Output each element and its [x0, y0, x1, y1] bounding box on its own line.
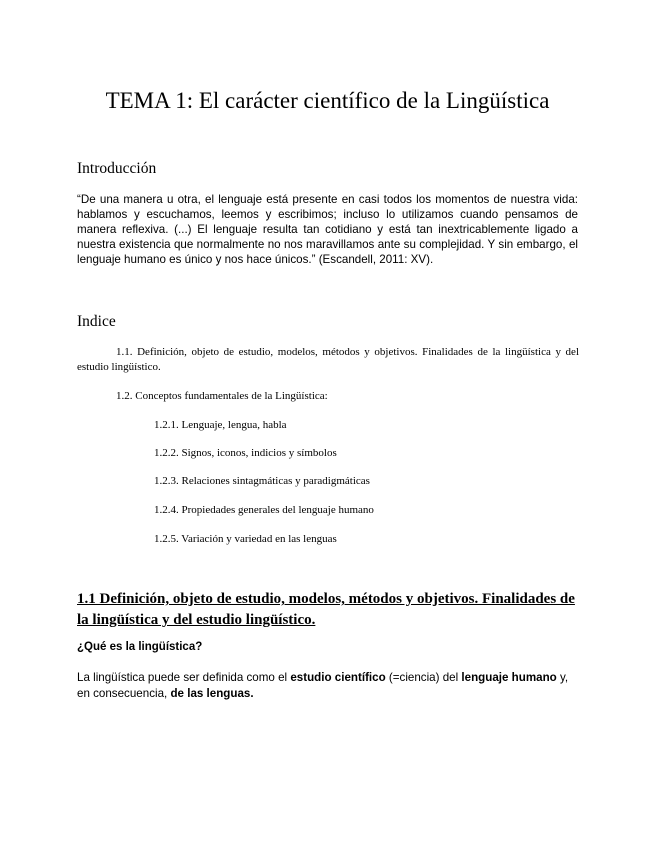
definition-text-2: (=ciencia) del	[385, 671, 462, 684]
index-item-1-1: 1.1. Definición, objeto de estudio, modelos, métodos y objetivos. Finalidades de la lingüística y del estudio lingüístico.	[77, 346, 579, 373]
index-item-1-2-5: 1.2.5. Variación y variedad en las lenguas	[154, 533, 337, 545]
document-title: TEMA 1: El carácter científico de la Lingüística	[105, 88, 550, 113]
index-item-1-2-2: 1.2.2. Signos, iconos, indicios y símbolos	[154, 447, 337, 459]
question-heading: ¿Qué es la lingüística?	[77, 641, 203, 653]
index-heading: Indice	[77, 313, 116, 330]
introduction-quote: “De una manera u otra, el lenguaje está presente en casi todos los momentos de nuestra vida: hablamos y escuchamos, leemos y escribimos; incluso lo utilizamos cuando pensamos de manera reflexiva. (...) El lenguaje resulta tan cotidiano y está tan inextricablemente ligado a nuestra existencia que normalmente no nos maravillamos ante su complejidad. Y sin embargo, el lenguaje humano es único y nos hace únicos.” (Escandell, 2011: XV).	[77, 193, 578, 266]
definition-text-1: La lingüística puede ser definida como el	[77, 671, 291, 684]
definition-bold-estudio: estudio científico	[290, 671, 386, 684]
definition-text-3: y, en consecuencia,	[77, 671, 569, 700]
introduction-heading: Introducción	[77, 160, 157, 177]
section-1-1-heading: 1.1 Definición, objeto de estudio, modelos, métodos y objetivos. Finalidades de la lingüística y del estudio lingüístico.	[77, 591, 575, 628]
definition-paragraph	[77, 670, 580, 702]
index-item-1-2-3: 1.2.3. Relaciones sintagmáticas y paradigmáticas	[154, 475, 370, 487]
definition-bold-lenguaje: lenguaje humano	[461, 671, 557, 684]
definition-bold-lenguas: de las lenguas.	[170, 687, 254, 700]
index-item-1-2: 1.2. Conceptos fundamentales de la Lingüística:	[116, 390, 328, 402]
index-item-1-2-1: 1.2.1. Lenguaje, lengua, habla	[154, 419, 287, 431]
index-item-1-2-4: 1.2.4. Propiedades generales del lenguaje humano	[154, 504, 374, 516]
